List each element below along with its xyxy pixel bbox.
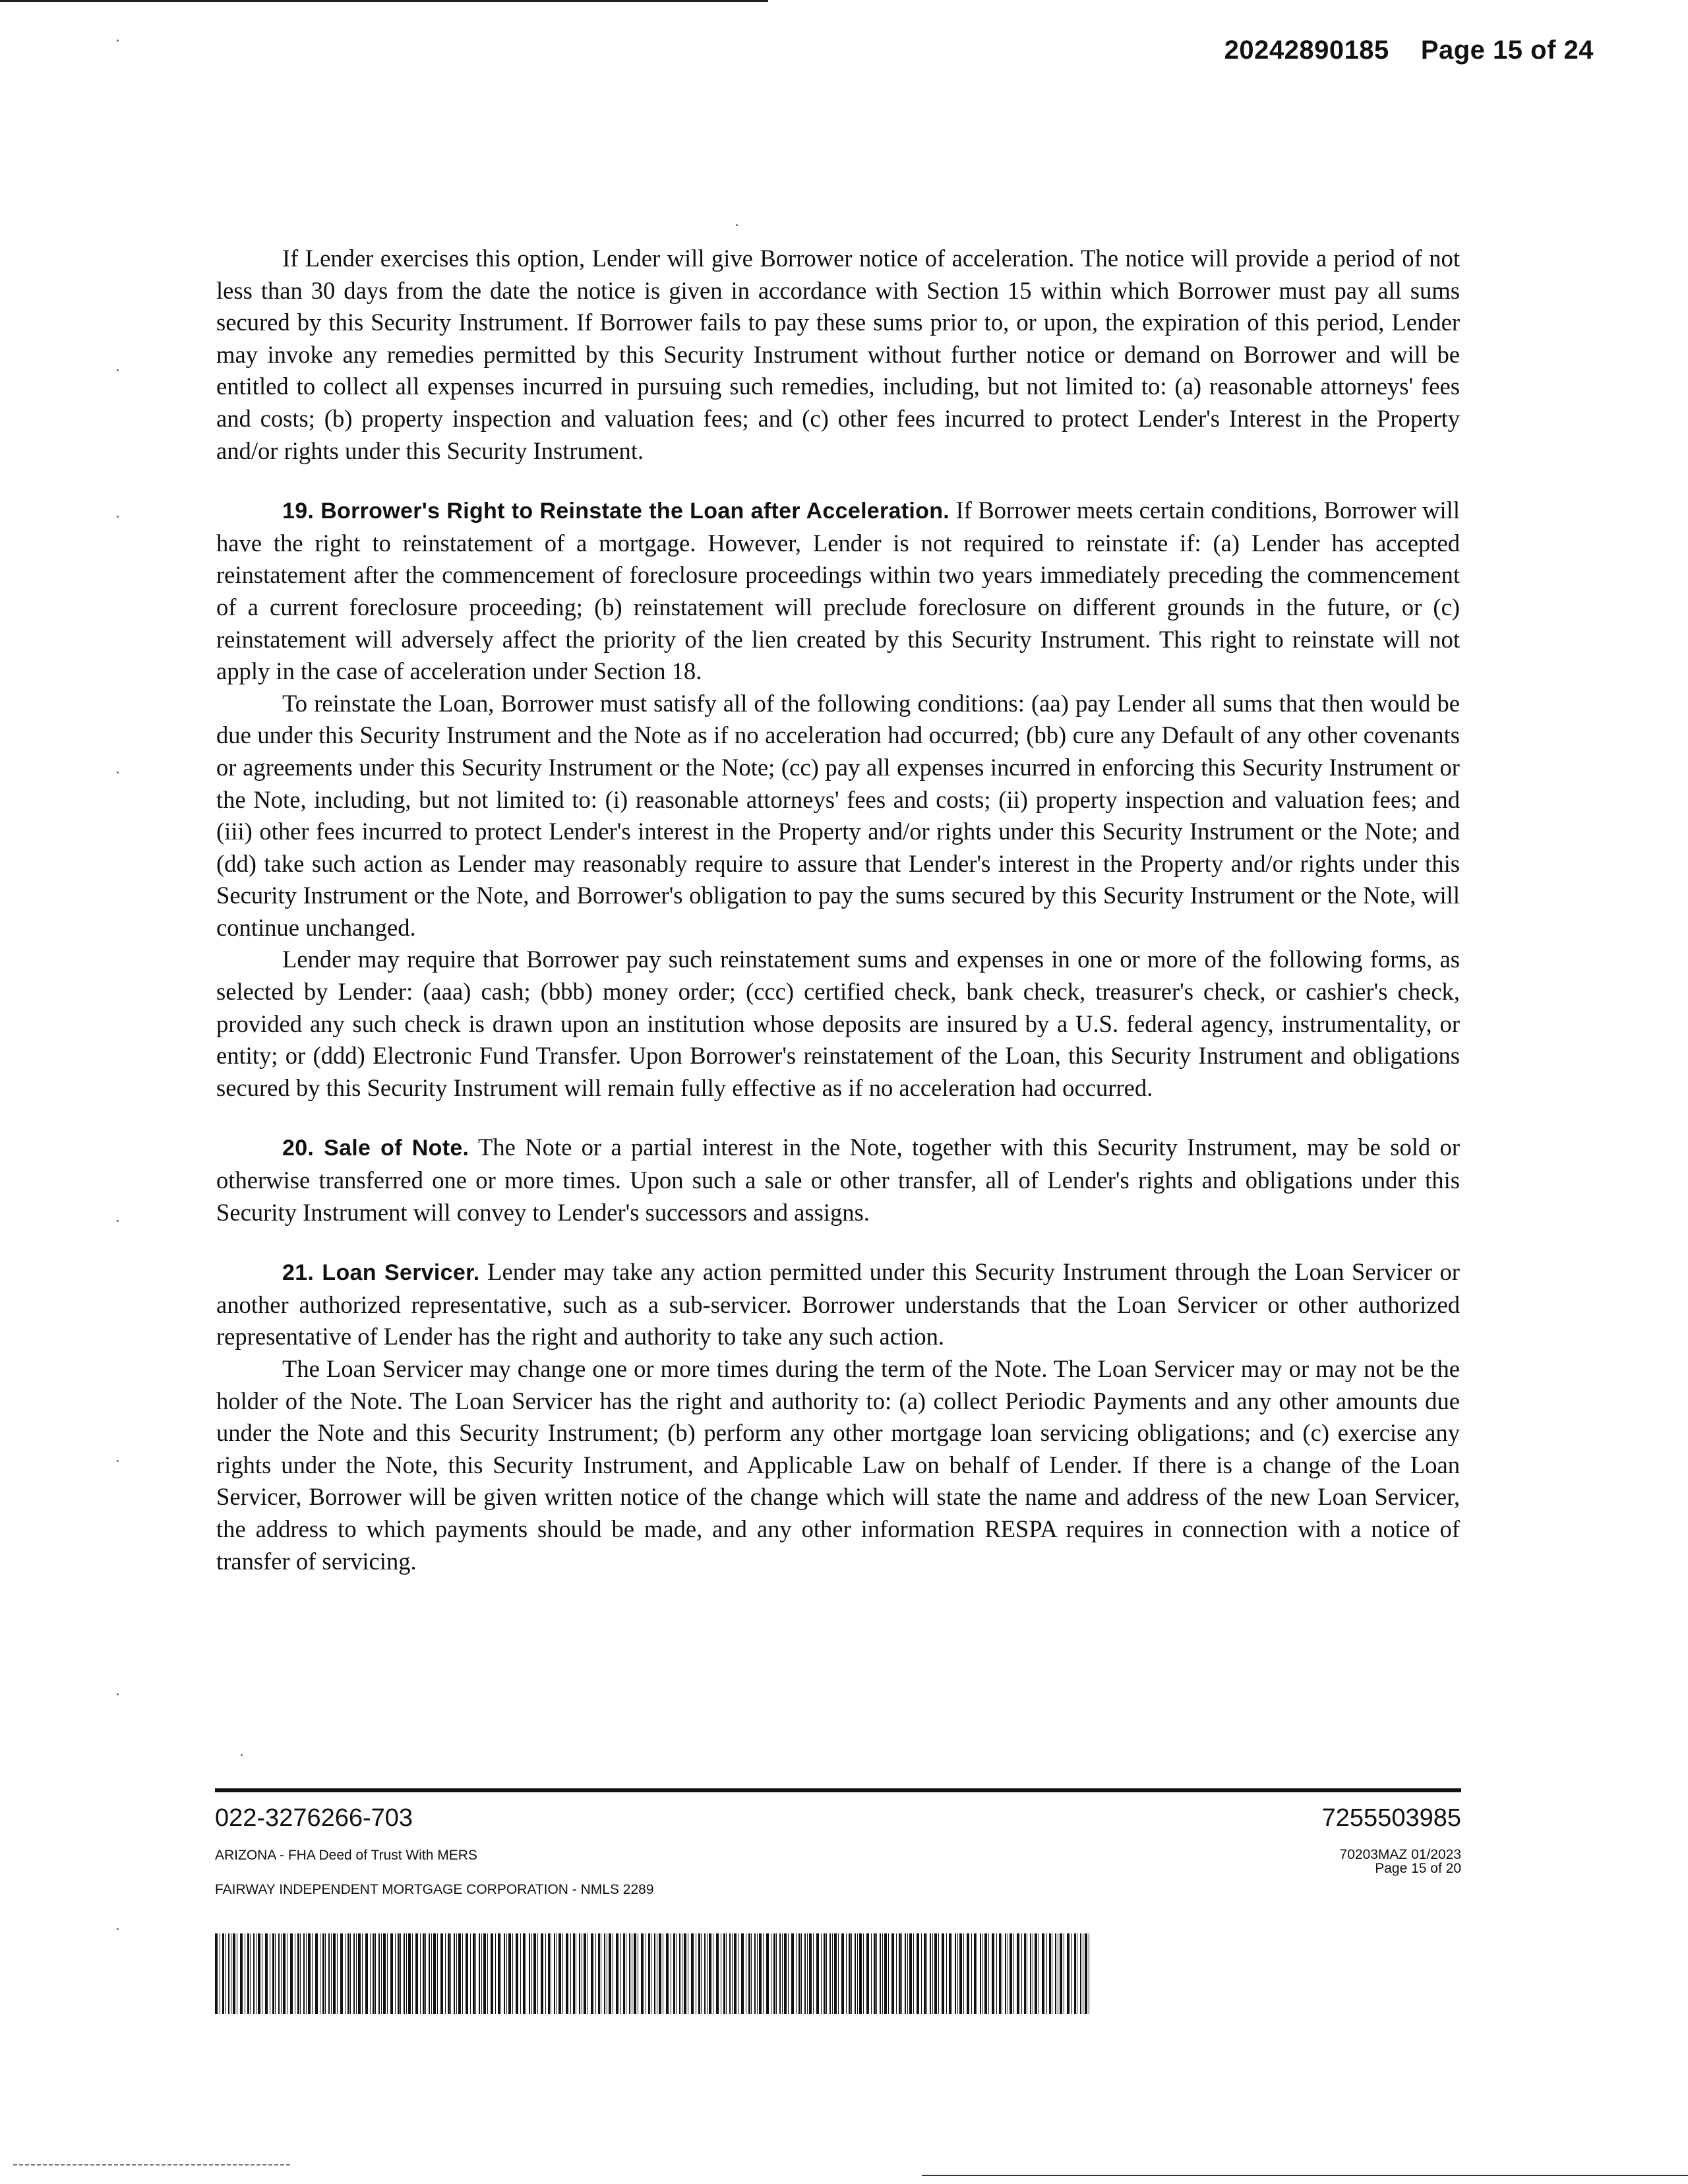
section-21-heading: 21. Loan Servicer.: [282, 1260, 480, 1286]
scan-speck: [117, 772, 119, 774]
barcode: [215, 1933, 1091, 2014]
section-19-heading: 19. Borrower's Right to Reinstate the Loan after Acceleration.: [282, 499, 950, 524]
section-19-payment-forms-paragraph: Lender may require that Borrower pay such reinstatement sums and expenses in one or more of the following forms, as selected by Lender: (aaa) cash; (bbb) money order; (ccc) certified check, bank check, treasurer's check, or cashier's check, provided any such check is drawn upon an institution whose deposits are insured by a U.S. federal agency, instrumentality, or entity; or (ddd) Electronic Fund Transfer. Upon Borrower's reinstatement of the Loan, this Security Instrument and obligations secured by this Security Instrument will remain fully effective as if no acceleration had occurred.: [216, 946, 1460, 1101]
scan-speck: [117, 516, 119, 518]
scan-edge-bottom-right: [922, 2175, 1688, 2176]
recording-page-label: Page 15 of 24: [1420, 36, 1594, 65]
reference-number: 7255503985: [1321, 1804, 1461, 1832]
footer-rule: [215, 1788, 1461, 1792]
acceleration-paragraph: If Lender exercises this option, Lender will give Borrower notice of acceleration. The notice will provide a period of not less than 30 days from the date the notice is given in accordance with Section 15 within which Borrower must pay all sums secured by this Security Instrument. If Borrower fails to pay these sums prior to, or upon, the expiration of this period, Lender may invoke any remedies permitted by this Security Instrument without further notice or demand on Borrower and will be entitled to collect all expenses incurred in pursuing such remedies, including, but not limited to: (a) reasonable attorneys' fees and costs; (b) property inspection and valuation fees; and (c) other fees incurred to protect Lender's Interest in the Property and/or rights under this Security Instrument.: [216, 245, 1460, 464]
section-19-paragraph: [216, 495, 1460, 688]
form-code: 70203MAZ 01/2023: [1339, 1847, 1461, 1862]
scan-speck: [241, 1754, 243, 1756]
section-21-paragraph: [216, 1256, 1460, 1353]
section-19-text: If Borrower meets certain conditions, Borrower will have the right to reinstatement of a mortgage. However, Lender is not required to reinstate if: (a) Lender has accepted reinstatement after the commencement of foreclosure proceedings within two years immediately preceding the commencement of a current foreclosure proceeding; (b) reinstatement will preclude foreclosure on different grounds in the future, or (c) reinstatement will adversely affect the priority of the lien created by this Security Instrument. This right to reinstate will not apply in the case of acceleration under Section 18.: [216, 497, 1460, 685]
section-19-conditions-paragraph: To reinstate the Loan, Borrower must satisfy all of the following conditions: (aa) pay Lender all sums that then would be due under this Security Instrument and the Note as if no acceleration had occurred; (bb) cure any Default of any other covenants or agreements under this Security Instrument or the Note; (cc) pay all expenses incurred in enforcing this Security Instrument or the Note, including, but not limited to: (i) reasonable attorneys' fees and costs; (ii) property inspection and valuation fees; and (iii) other fees incurred to protect Lender's interest in the Property and/or rights under this Security Instrument or the Note; and (dd) take such action as Lender may reasonably require to assure that Lender's interest in the Property and/or rights under this Security Instrument or the Note, and Borrower's obligation to pay the sums secured by this Security Instrument or the Note, will continue unchanged.: [216, 689, 1460, 941]
scan-speck: [117, 1220, 119, 1222]
section-20-paragraph: [216, 1132, 1460, 1228]
scan-speck: [117, 40, 119, 42]
scan-speck: [117, 1693, 119, 1695]
scan-edge-top: [0, 0, 768, 2]
loan-number: 022-3276266-703: [215, 1804, 413, 1832]
section-20-text: The Note or a partial interest in the Note, together with this Security Instrument, may be sold or otherwise transferred one or more times. Upon such a sale or other transfer, all of Lender's rights and obligations under this Security Instrument will convey to Lender's successors and assigns.: [216, 1134, 1461, 1226]
document-body: [216, 243, 1460, 1577]
section-20-heading: 20. Sale of Note.: [282, 1136, 469, 1161]
form-title: ARIZONA - FHA Deed of Trust With MERS: [215, 1848, 477, 1863]
scan-speck: [117, 369, 119, 371]
scan-edge-bottom-left: [13, 2164, 290, 2166]
recording-header: [1224, 36, 1594, 65]
scan-speck: [117, 1928, 119, 1930]
form-page-label: Page 15 of 20: [1375, 1861, 1461, 1876]
scan-speck: [736, 224, 738, 226]
form-code-block: [1340, 1848, 1461, 1875]
scan-speck: [117, 1460, 119, 1462]
section-21-servicer-change-paragraph: The Loan Servicer may change one or more times during the term of the Note. The Loan Servicer may or may not be the holder of the Note. The Loan Servicer has the right and authority to: (a) collect Periodic Payments and any other amounts due under the Note and this Security Instrument; (b) perform any other mortgage loan servicing obligations; and (c) exercise any rights under the Note, this Security Instrument, and Applicable Law on behalf of Lender. If there is a change of the Loan Servicer, Borrower will be given written notice of the change which will state the name and address of the new Loan Servicer, the address to which payments should be made, and any other information RESPA requires in connection with a notice of transfer of servicing.: [216, 1355, 1460, 1575]
lender-name: FAIRWAY INDEPENDENT MORTGAGE CORPORATION - NMLS 2289: [215, 1882, 654, 1897]
section-21-text: Lender may take any action permitted under this Security Instrument through the Loan Servicer or another authorized representative, such as a sub-servicer. Borrower understands that the Loan Servicer or other authorized representative of Lender has the right and authority to take any such action.: [216, 1258, 1460, 1350]
recording-number: 20242890185: [1224, 36, 1389, 65]
